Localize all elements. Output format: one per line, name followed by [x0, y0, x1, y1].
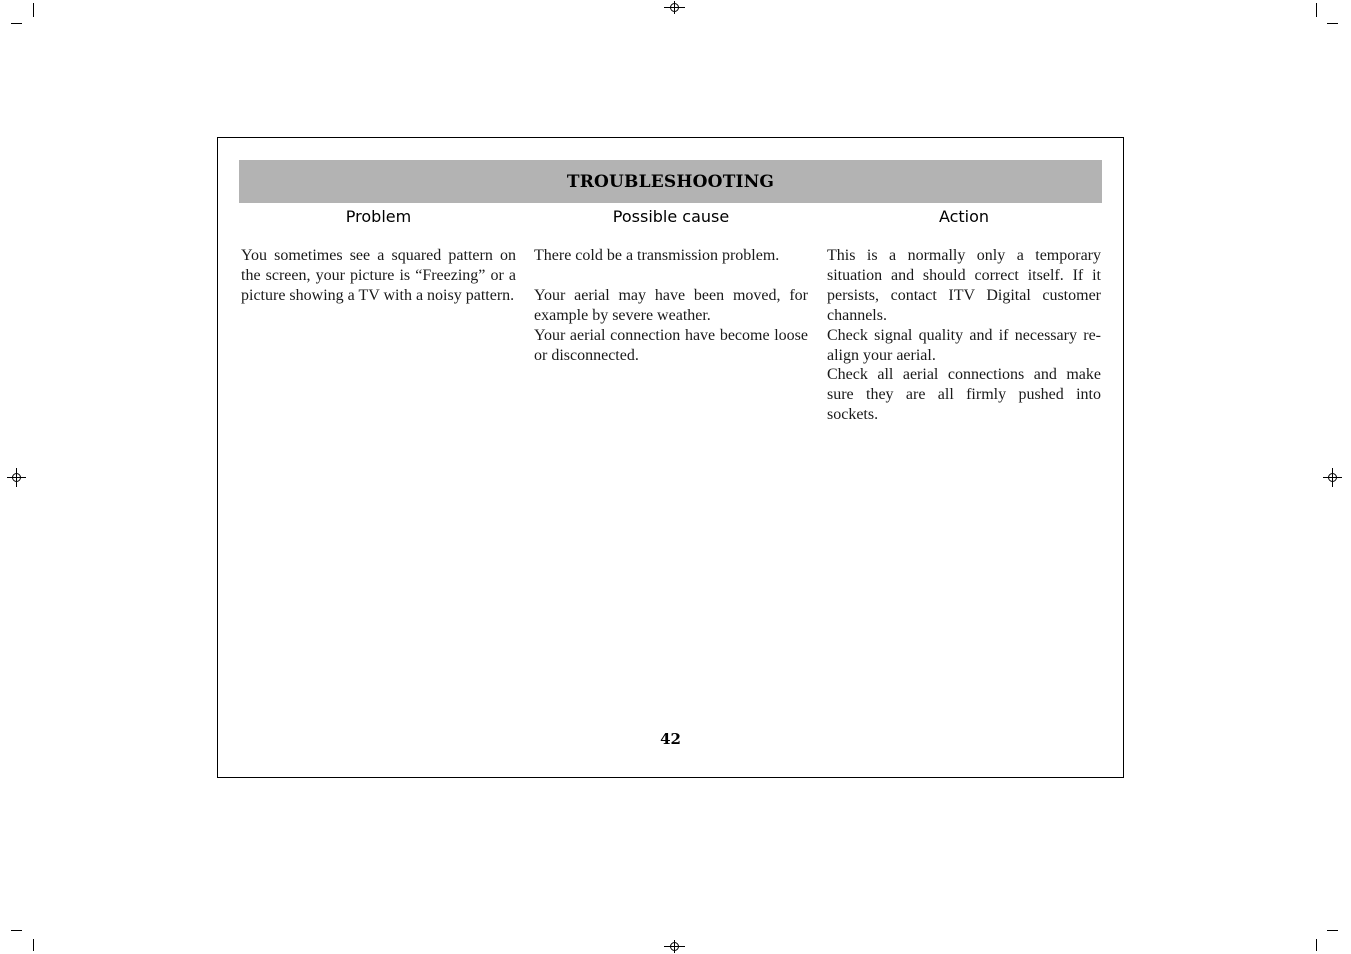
problem-text: You sometimes see a squared pattern on the screen, your picture is “Freezing” or a picture showing a TV with a noisy pattern.	[241, 247, 516, 304]
page-title: TROUBLESHOOTING	[566, 171, 775, 192]
action-column	[827, 206, 1101, 425]
problem-column	[241, 206, 516, 306]
problem-header: Problem	[345, 207, 412, 226]
action-body	[827, 246, 1101, 425]
title-bar	[239, 160, 1102, 203]
crop-mark-bottom-right-v	[1316, 939, 1317, 951]
page-number: 42	[660, 730, 681, 748]
crop-mark-top-left-h	[11, 23, 22, 24]
cause-header: Possible cause	[612, 207, 730, 226]
cause-text-1: There cold be a transmission problem.	[534, 247, 780, 264]
cause-text-2: Your aerial may have been moved, for example by severe weather.	[534, 286, 808, 324]
crop-mark-bottom-right-h	[1327, 930, 1338, 931]
action-text-1: This is a normally only a temporary situation and should correct itself. If it persists, contact ITV Digital customer channels.	[827, 247, 1101, 324]
action-text-3: Check all aerial connections and make sure they are all firmly pushed into sockets.	[827, 366, 1101, 424]
cause-text-3: Your aerial connection have become loose or disconnected.	[534, 326, 808, 364]
cause-column	[534, 206, 808, 366]
crop-mark-bottom-left-v	[33, 939, 34, 951]
crop-mark-top-left-v	[33, 3, 34, 17]
page-frame	[217, 137, 1124, 778]
crop-mark-top-right-h	[1327, 23, 1338, 24]
problem-body	[241, 246, 516, 306]
crop-mark-bottom-left-h	[11, 930, 22, 931]
crop-mark-top-right-v	[1316, 3, 1317, 17]
action-header: Action	[938, 207, 990, 226]
action-text-2: Check signal quality and if necessary re-align your aerial.	[827, 326, 1101, 364]
cause-body	[534, 246, 808, 366]
